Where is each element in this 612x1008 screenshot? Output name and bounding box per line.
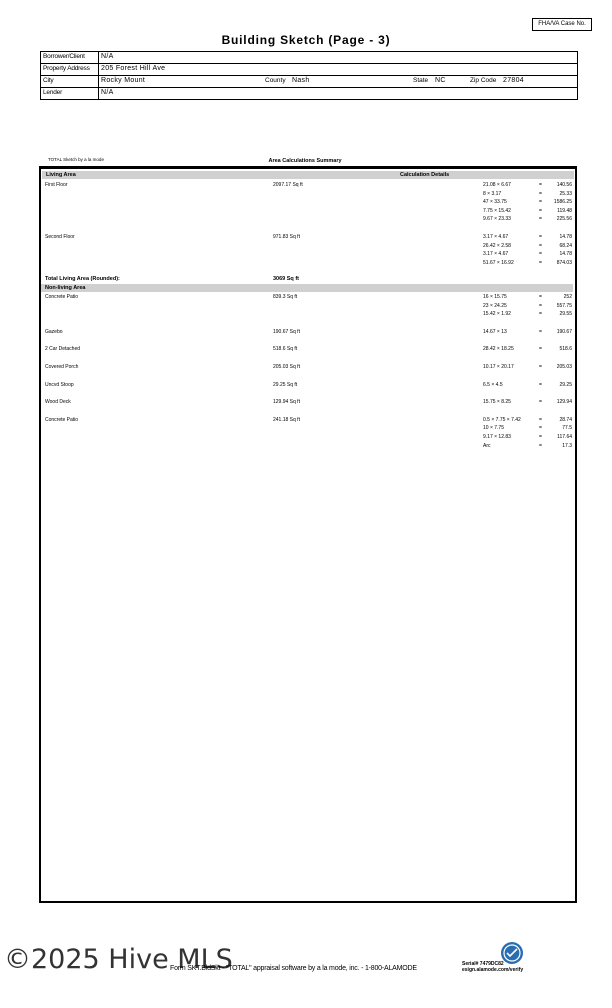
- equals-sign: =: [539, 242, 542, 249]
- area-value: 839.3 Sq ft: [273, 294, 298, 300]
- calc-expression: 6.5 × 4.5: [483, 381, 503, 388]
- calc-result: 77.5: [562, 425, 572, 432]
- area-value: 29.25 Sq ft: [273, 381, 298, 388]
- calc-result: 14.78: [559, 251, 572, 258]
- equals-sign: =: [539, 216, 542, 223]
- calc-expression: 3.17 × 4.67: [483, 251, 509, 258]
- calc-result: 205.03: [556, 364, 572, 370]
- county-label: County: [265, 77, 286, 84]
- equals-sign: =: [539, 302, 542, 309]
- calc-expression: 26.42 × 2.58: [483, 242, 511, 249]
- equals-sign: =: [539, 442, 542, 449]
- lender-value: N/A: [101, 89, 114, 96]
- area-value: 971.83 Sq ft: [273, 234, 300, 240]
- equals-sign: =: [539, 251, 542, 258]
- calc-result: 25.33: [559, 190, 572, 197]
- page-title: Building Sketch (Page - 3): [221, 33, 391, 47]
- property-header: [40, 51, 578, 100]
- equals-sign: =: [539, 346, 542, 353]
- address-label: Property Address: [43, 65, 90, 72]
- serial-number: Serial# 7479DC82: [462, 961, 504, 967]
- state-value: NC: [435, 77, 446, 84]
- zip-label: Zip Code: [470, 77, 497, 84]
- calc-expression: 0.5 × 7.75 × 7.42: [483, 416, 521, 423]
- calc-result: 14.78: [559, 234, 572, 240]
- lender-row: [41, 88, 577, 99]
- sketch-caption: TOTAL Sketch by a la mode: [48, 157, 104, 162]
- calc-result: 557.75: [556, 302, 572, 309]
- calc-expression: 51.67 × 16.92: [483, 259, 514, 266]
- calc-result: 140.56: [556, 182, 572, 188]
- calc-result: 119.48: [557, 207, 572, 214]
- calc-result: 28.74: [559, 416, 572, 423]
- area-name: First Floor: [45, 182, 68, 188]
- calc-result: 518.6: [559, 346, 572, 353]
- form-footer: Form SKT.BldSkt - "TOTAL" appraisal software by a la mode, inc. - 1-800-ALAMODE: [170, 965, 417, 972]
- calc-result: 225.56: [556, 216, 572, 223]
- living-area-label: Living Area: [46, 172, 76, 178]
- calc-expression: 15.42 × 1.92: [483, 311, 511, 318]
- borrower-row: [41, 52, 577, 64]
- calc-expression: 3.17 × 4.67: [483, 234, 509, 240]
- city-label: City: [43, 77, 54, 84]
- equals-sign: =: [539, 364, 542, 370]
- borrower-label: Borrower/Client: [43, 53, 85, 60]
- fha-va-case-number-box: FHA/VA Case No.: [532, 18, 592, 31]
- state-label: State: [413, 77, 429, 84]
- divider: [98, 52, 99, 63]
- county-value: Nash: [292, 77, 310, 84]
- serial-info: [462, 961, 523, 973]
- calc-expression: 15.75 × 8.25: [483, 399, 511, 406]
- lender-label: Lender: [43, 89, 63, 96]
- equals-sign: =: [539, 294, 542, 300]
- area-value: 129.94 Sq ft: [273, 399, 300, 406]
- calc-result: 190.67: [556, 328, 572, 335]
- total-living-value: 3069 Sq ft: [273, 276, 299, 282]
- area-value: 518.6 Sq ft: [273, 346, 298, 353]
- calc-expression: 9.17 × 12.83: [483, 434, 511, 440]
- equals-sign: =: [539, 182, 542, 188]
- area-calculations-frame: [39, 166, 577, 903]
- borrower-value: N/A: [101, 53, 114, 60]
- calc-expression: 16 × 15.75: [483, 294, 507, 300]
- city-value: Rocky Mount: [101, 77, 146, 84]
- area-name: Second Floor: [45, 234, 75, 240]
- calc-result: 29.55: [559, 311, 572, 318]
- equals-sign: =: [539, 328, 542, 335]
- area-name: Gazebo: [45, 328, 63, 335]
- signature-mark: [466, 945, 491, 951]
- calc-expression: 28.42 × 18.25: [483, 346, 514, 353]
- calc-expression: 47 × 33.75: [483, 199, 507, 206]
- area-name: Concrete Patio: [45, 294, 79, 300]
- calc-expression: 9.67 × 23.33: [483, 216, 511, 223]
- address-row: [41, 64, 577, 76]
- area-value: 241.18 Sq ft: [273, 416, 300, 423]
- divider: [98, 88, 99, 99]
- area-name: Covered Porch: [45, 364, 79, 370]
- equals-sign: =: [539, 416, 542, 423]
- living-area-band: [42, 171, 574, 179]
- calc-expression: 21.08 × 6.67: [483, 182, 511, 188]
- verify-url: esign.alamode.com/verify: [462, 967, 524, 973]
- watermark: ©2025 Hive MLS: [4, 944, 233, 975]
- equals-sign: =: [539, 434, 542, 440]
- area-value: 2097.17 Sq ft: [273, 182, 303, 188]
- zip-value: 27804: [503, 77, 524, 84]
- calc-expression: 10.17 × 20.17: [483, 364, 514, 370]
- area-name: Wood Deck: [45, 399, 71, 406]
- equals-sign: =: [539, 207, 542, 214]
- area-name: Concrete Patio: [45, 416, 79, 423]
- calc-result: 1586.25: [553, 199, 572, 206]
- calc-result: 29.25: [559, 381, 572, 388]
- calc-expression: 10 × 7.75: [483, 425, 504, 432]
- calc-result: 68.24: [559, 242, 572, 249]
- equals-sign: =: [539, 234, 542, 240]
- calc-result: 17.3: [562, 442, 572, 449]
- calc-result: 874.03: [556, 259, 572, 266]
- calc-expression: 8 × 3.17: [483, 190, 502, 197]
- area-name: 2 Car Detached: [45, 346, 81, 353]
- equals-sign: =: [539, 199, 542, 206]
- calc-result: 129.94: [556, 399, 572, 406]
- divider: [98, 76, 99, 87]
- calc-result: 117.64: [557, 434, 572, 440]
- equals-sign: =: [539, 190, 542, 197]
- area-value: 205.03 Sq ft: [273, 364, 300, 370]
- equals-sign: =: [539, 381, 542, 388]
- calc-expression: 14.67 × 13: [483, 328, 507, 335]
- non-living-area-label: Non-living Area: [45, 285, 86, 291]
- calc-result: 252: [563, 294, 572, 300]
- equals-sign: =: [539, 259, 542, 266]
- non-living-area-band: [41, 284, 573, 292]
- summary-title: Area Calculations Summary: [268, 158, 342, 164]
- total-living-label: Total Living Area (Rounded):: [45, 276, 120, 282]
- equals-sign: =: [539, 425, 542, 432]
- equals-sign: =: [539, 399, 542, 406]
- calc-expression: 7.75 × 15.42: [483, 207, 511, 214]
- area-name: Uncvd Stoop: [45, 381, 74, 388]
- area-value: 190.67 Sq ft: [273, 328, 300, 335]
- address-value: 205 Forest Hill Ave: [101, 65, 166, 72]
- calculation-details-label: Calculation Details: [400, 172, 450, 178]
- calc-expression: Arc: [483, 442, 491, 449]
- equals-sign: =: [539, 311, 542, 318]
- calc-expression: 23 × 24.25: [483, 302, 507, 309]
- city-row: [41, 76, 577, 88]
- divider: [98, 64, 99, 75]
